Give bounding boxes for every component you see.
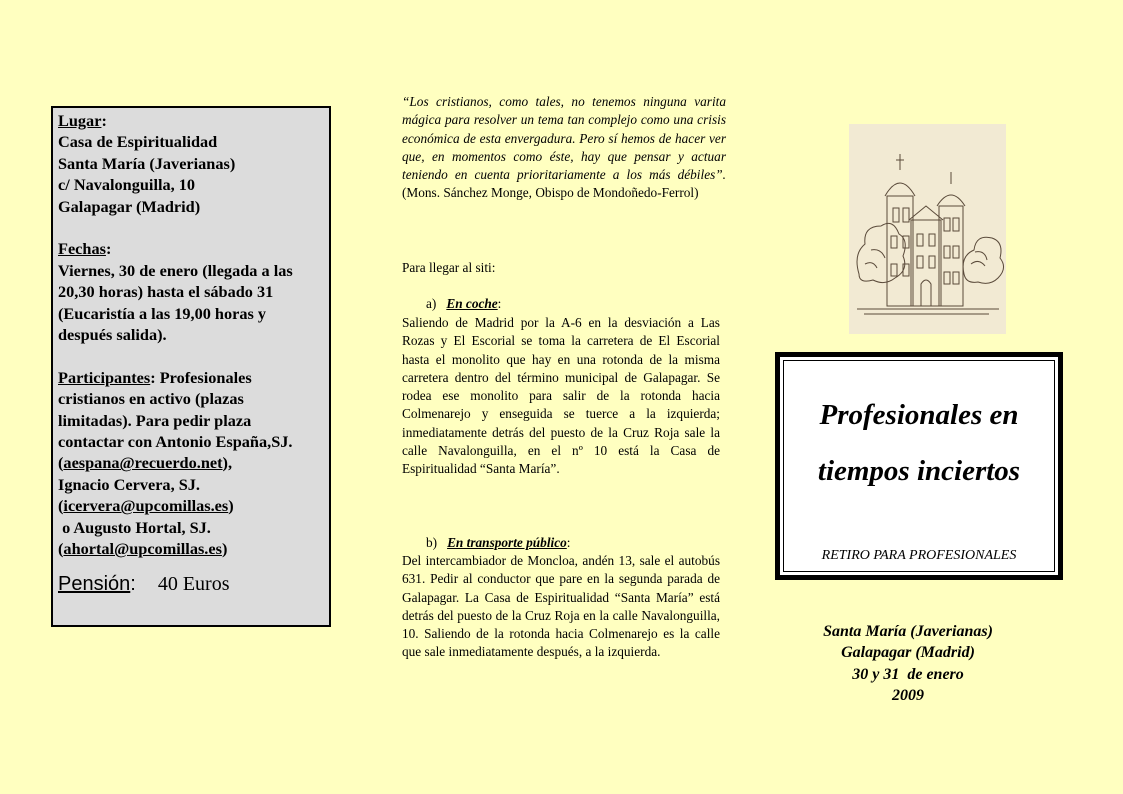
email-link[interactable]: ahortal@upcomillas.es [63,539,222,559]
lugar-line: Santa María (Javerianas) [58,153,236,173]
quote-text: “Los cristianos, como tales, no tenemos ninguna varita mágica para resolver un tema tan complejo como una crisis económica de esta envergadura. Pero sí hemos de hacer ver que, en momentos como éste, hay que pensar y actuar teniendo en cuenta prioritariamente a los más débiles”. [402,94,726,183]
email-link[interactable]: aespana@recuerdo.net [63,453,223,473]
church-drawing [849,124,1006,334]
fechas-label: Fechas [58,239,106,259]
bus-label: En transporte público [447,535,567,550]
church-illustration [849,124,1006,334]
directions-heading: Para llegar al siti: [402,260,496,275]
fechas-line: después salida). [58,325,167,345]
lugar-line: c/ Navalonguilla, 10 [58,175,196,195]
venue-line: Galapagar (Madrid) [841,644,975,662]
pension-label: Pensión [58,572,131,595]
contact-name: Ignacio Cervera, SJ. [58,474,200,494]
title: tiempos inciertos [817,455,1021,487]
quote-attribution: (Mons. Sánchez Monge, Obispo de Mondoñedo-Ferrol) [402,185,699,201]
lugar-label: Lugar [58,111,102,130]
lugar-line: Galapagar (Madrid) [58,196,201,216]
quote [402,93,726,203]
participantes-line: : Profesionales [150,367,252,387]
contact-name: o Augusto Hortal, SJ. [58,517,211,537]
car-marker: a) [426,296,437,311]
title-panel [780,357,1058,575]
participantes-label: Participantes [58,367,151,387]
venue-line: 30 y 31 de enero [852,665,964,683]
car-label: En coche [446,296,498,311]
participantes-line: limitadas). Para pedir plaza [58,410,252,430]
fechas-line: 20,30 horas) hasta el sábado 31 [58,282,274,302]
fechas-line: Viernes, 30 de enero (llegada a las [58,260,293,280]
car-directions: Saliendo de Madrid por la A-6 en la desviación a Las Rozas y El Escorial se toma la carretera de El Escorial hasta el monolito que hay en una rotonda de la misma carretera dentro del término municipal de Galapagar. Se rodea ese monolito para salir de la rotonda hacia Colmenarejo y enseguida se tuerce a la izquierda; inmediatamente detrás del puesto de la Cruz Roja sale la calle Navalonguilla, en el nº 10 está la Casa de Espiritualidad “Santa María”. [402,315,720,477]
bus-marker: b) [426,535,438,550]
email-link[interactable]: icervera@upcomillas.es [63,496,229,516]
venue-info [780,621,1036,706]
subtitle: RETIRO PARA PROFESIONALES [821,548,1017,563]
title-frame [775,352,1063,580]
bus-directions: Del intercambiador de Moncloa, andén 13, sale el autobús 631. Pedir al conductor que pare en la segunda parada de Galapagar. La Casa de Espiritualidad “Santa María” está detrás del puesto de la Cruz Roja en la calle Navalonguilla, 10. Saliendo de la rotonda hacia Colmenarejo es la calle que sale inmediatamente después, a la izquierda. [402,553,720,660]
venue-line: 2009 [892,686,924,704]
pension-value: 40 Euros [157,572,230,595]
participantes-line: cristianos en activo (plazas [58,389,244,409]
info-box: Lugar: Casa de Espiritualidad Santa María (Javerianas) c/ Navalonguilla, 10 Galapagar (Madrid) Fechas: Viernes, 30 de enero (llegada a las 20,30 horas) hasta el sábado 31 (Eucaristía a las 19,00 horas y después salida). Participantes: Profesionales cristianos en activo (plazas limitadas). Para pedir plaza contactar con Antonio España,SJ. (aespana@recuerdo.net), Ignacio Cervera, SJ. (icervera@upcomillas.es) o Augusto Hortal, SJ. (ahortal@upcomillas.es) Pensión: 40 Euros [51,106,331,627]
fechas-line: (Eucaristía a las 19,00 horas y [58,303,267,323]
title: Profesionales en [819,399,1019,431]
participantes-line: contactar con Antonio España,SJ. [58,432,293,452]
venue-line: Santa María (Javerianas) [823,623,993,640]
lugar-line: Casa de Espiritualidad [58,132,218,152]
directions-column: “Los cristianos, como tales, no tenemos ninguna varita mágica para resolver un tema tan complejo como una crisis económica de esta envergadura. Pero sí hemos de hacer ver que, en momentos como éste, hay que pensar y actuar teniendo en cuenta prioritariamente a los más débiles”. (Mons. Sánchez Monge, Obispo de Mondoñedo-Ferrol) Para llegar al siti: a) En coche: Saliendo de Madrid por la A-6 en la desviación a Las Rozas y El Escorial se toma la carretera de El Escorial hasta el monolito que hay en una rotonda de la misma carretera dentro del término municipal de Galapagar. Se rodea ese monolito para salir de la rotonda hacia Colmenarejo y enseguida se tuerce a la izquierda; inmediatamente detrás del puesto de la Cruz Roja sale la calle Navalonguilla, en el nº 10 está la Casa de Espiritualidad “Santa María”. b) En transporte público: Del intercambiador de Moncloa, andén 13, sale el autobús 631. Pedir al conductor que pare en la segunda parada de Galapagar. La Casa de Espiritualidad “Santa María” está detrás del puesto de la Cruz Roja en la calle Navalonguilla, 10. Saliendo de la rotonda hacia Colmenarejo es la calle que sale inmediatamente después, a la izquierda. [402,93,726,203]
